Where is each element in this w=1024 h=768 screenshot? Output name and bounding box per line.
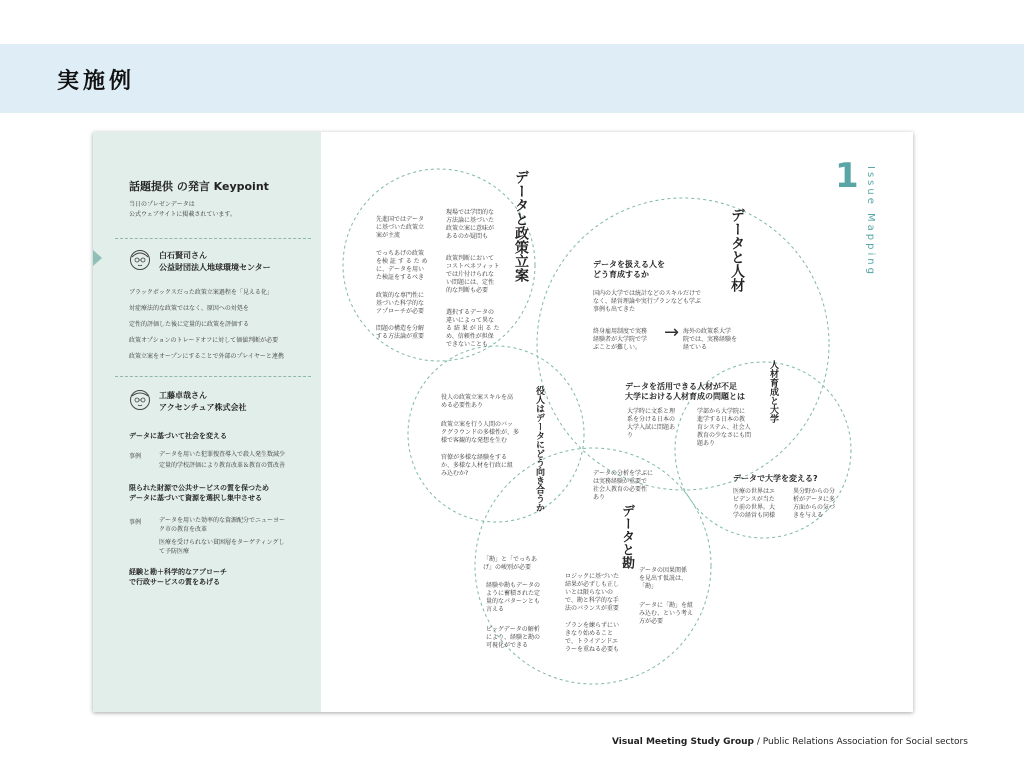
topic2-heading: 限られた財源で公共サービスの質を保つため — [129, 484, 269, 492]
intuition-note: データに「勘」を組 み込む、という考え 方が必要 — [639, 602, 694, 625]
topic1-heading: データに基づいて社会を変える — [129, 432, 227, 440]
officials-note: 役人の政策立案スキルを高 める必要性あり — [441, 394, 513, 409]
intuition-note: プランを練らずにい きなり始めること で、トライアンドエ ラーを重ねる必要も — [565, 622, 620, 653]
policy-note: 現場では学問的な 方法論に基づいた 政策立案に意味が あるのか疑問も — [446, 209, 495, 240]
policy-circle — [343, 169, 535, 361]
policy-note: 先進国ではデータ に基づいた政策立 案が主流 — [376, 216, 425, 239]
example-label: 事例 — [129, 519, 142, 526]
speaker2-org: アクセンチュア株式会社 — [159, 403, 247, 412]
officials-title: 役人はデータにどう向き合うか — [534, 386, 544, 512]
officials-note: 政策立案を行う人間のバッ クグラウンドの多様性が、多 様で客観的な発想を生む — [441, 421, 520, 444]
keypoint-item: ブラックボックスだった政策立案過程を「見える化」 — [129, 289, 273, 296]
sidebar-heading: 話題提供 の発言 Keypoint — [129, 180, 269, 193]
example-item: データを用いた効率的な資源配分でニューヨー — [159, 517, 286, 524]
example-item: て予防医療 — [159, 548, 190, 555]
policy-note: 政策判断において コストベネフィット では片付けられな い問題には、定性 的な判断も必要 — [446, 255, 500, 294]
intuition-note: ロジックに基づいた 結果が必ずしも正し いとは限らないの で、勘と科学的な手 法のバランスが重要 — [565, 573, 620, 612]
intuition-note: ビッグデータの解析 により、経験と勘の 可視化ができる — [486, 626, 541, 649]
intuition-note: 「勘」と「でっちあ げ」の峻別が必要 — [483, 556, 538, 571]
title-band — [0, 44, 1024, 113]
intuition-note: データの因果関係 を見出す仮説は、 「勘」 — [639, 567, 688, 590]
keypoint-item: 政策オプションのトレードオフに対して価値判断が必要 — [129, 337, 279, 344]
topic3-heading: で行政サービスの質をあげる — [129, 578, 220, 586]
policy-title: データと政策立案 — [513, 170, 529, 282]
example-item: データを用いた犯罪捜査導入で殺人発生数減少 — [159, 451, 286, 458]
example-item: 医療を受けられない貧困層をターゲティングし — [159, 539, 285, 546]
talent-title: データと人材 — [729, 208, 745, 292]
intro-line: 当日のプレゼンデータは — [129, 201, 195, 208]
talent-note: 国内の大学では統計などのスキルだけで なく、経営理論や実行プランなども学ぶ 事例も出てきた — [593, 290, 701, 313]
issue-number: 1 — [835, 156, 859, 196]
keypoint-item: 定性的評価した後に定量的に政策を評価する — [129, 321, 250, 328]
footer-partner: Public Relations Association for Social sectors — [762, 737, 968, 747]
intuition-title: データと勘 — [619, 504, 634, 569]
topic3-heading: 経験と勘＋科学的なアプローチ — [129, 568, 227, 576]
footer-org: Visual Meeting Study Group — [612, 737, 754, 747]
intro-line: 公式ウェブサイトに掲載されています。 — [129, 211, 236, 218]
example-label: 事例 — [129, 453, 142, 460]
keypoint-item: 政策立案をオープンにすることで外部のプレイヤーと連携 — [129, 353, 284, 360]
officials-note: 官僚が多様な経験をする か、多様な人材を行政に組 み込むか? — [441, 454, 514, 477]
development-note: 学部から大学院に 進学する日本の教 育システム、社会人 教育の少なさにも問 題あり — [697, 408, 752, 447]
talent-heading: データを扱える人を どう育成するか — [593, 260, 665, 279]
footer-credit — [612, 737, 968, 747]
talent-note: 海外の政策系大学 院では、実務経験を 経ている — [683, 328, 738, 351]
arrow-icon: → — [664, 322, 680, 343]
development-title: 人材育成と大学 — [768, 360, 778, 423]
policy-note: 問題の構造を分解 する方法論が重要 — [376, 325, 425, 340]
issue-mapping-label: Issue Mapping — [865, 166, 876, 277]
issue-map-page — [93, 132, 913, 712]
policy-note: 政策的な専門性に 基づいた科学的な アプローチが必要 — [376, 292, 425, 315]
development-heading: データを活用できる人材が不足 大学における人材育成の問題とは — [625, 382, 745, 401]
example-item: ク市の教育を改革 — [159, 526, 208, 533]
intuition-note: 経験や勘もデータの ように蓄積された定 量的なパターンとも 言える — [486, 582, 541, 613]
speaker1-org: 公益財団法人地球環境センター — [159, 263, 271, 272]
example-item: 定量的学校評価により教育改革＆教育の質改善 — [159, 462, 286, 469]
development-note2: 異分野からの分 析がデータに多 方面からの気づ きを与える — [793, 488, 836, 519]
development-note2: 医療の世界はエ ビデンスが当た り前の世界。大 学の経営も同様 — [733, 488, 776, 519]
keypoint-item: 対症療法的な政策ではなく、原因への対処を — [129, 305, 249, 312]
slide-title: 実施例 — [57, 69, 136, 94]
speaker2-name: 工藤卓哉さん — [159, 391, 207, 400]
development-note: 大学時に文系と理 系を分ける日本の 大学入試に問題あ り — [627, 408, 676, 439]
footer-separator: / — [753, 737, 763, 747]
talent-note: 終身雇用制度で実務 経験者が大学院で学 ぶことが難しい。 — [593, 328, 648, 351]
topic2-heading: データに基づいて資源を選択し集中させる — [129, 494, 262, 502]
speaker1-name: 白石賢司さん — [159, 251, 207, 260]
policy-note: でっちあげの政策 を検 証 す る た め に、データを用い た検証をするべき — [376, 250, 428, 281]
intuition-top-note: データの分析を学ぶに は実務経験が重要で 社会人教育の必要性 あり — [593, 470, 654, 501]
policy-note: 選択するデータの 違いによって異な る 結 果 が 出 る た め、信頼性が担保 できないことも — [446, 309, 500, 348]
development-heading2: データで大学を変える? — [733, 474, 818, 483]
